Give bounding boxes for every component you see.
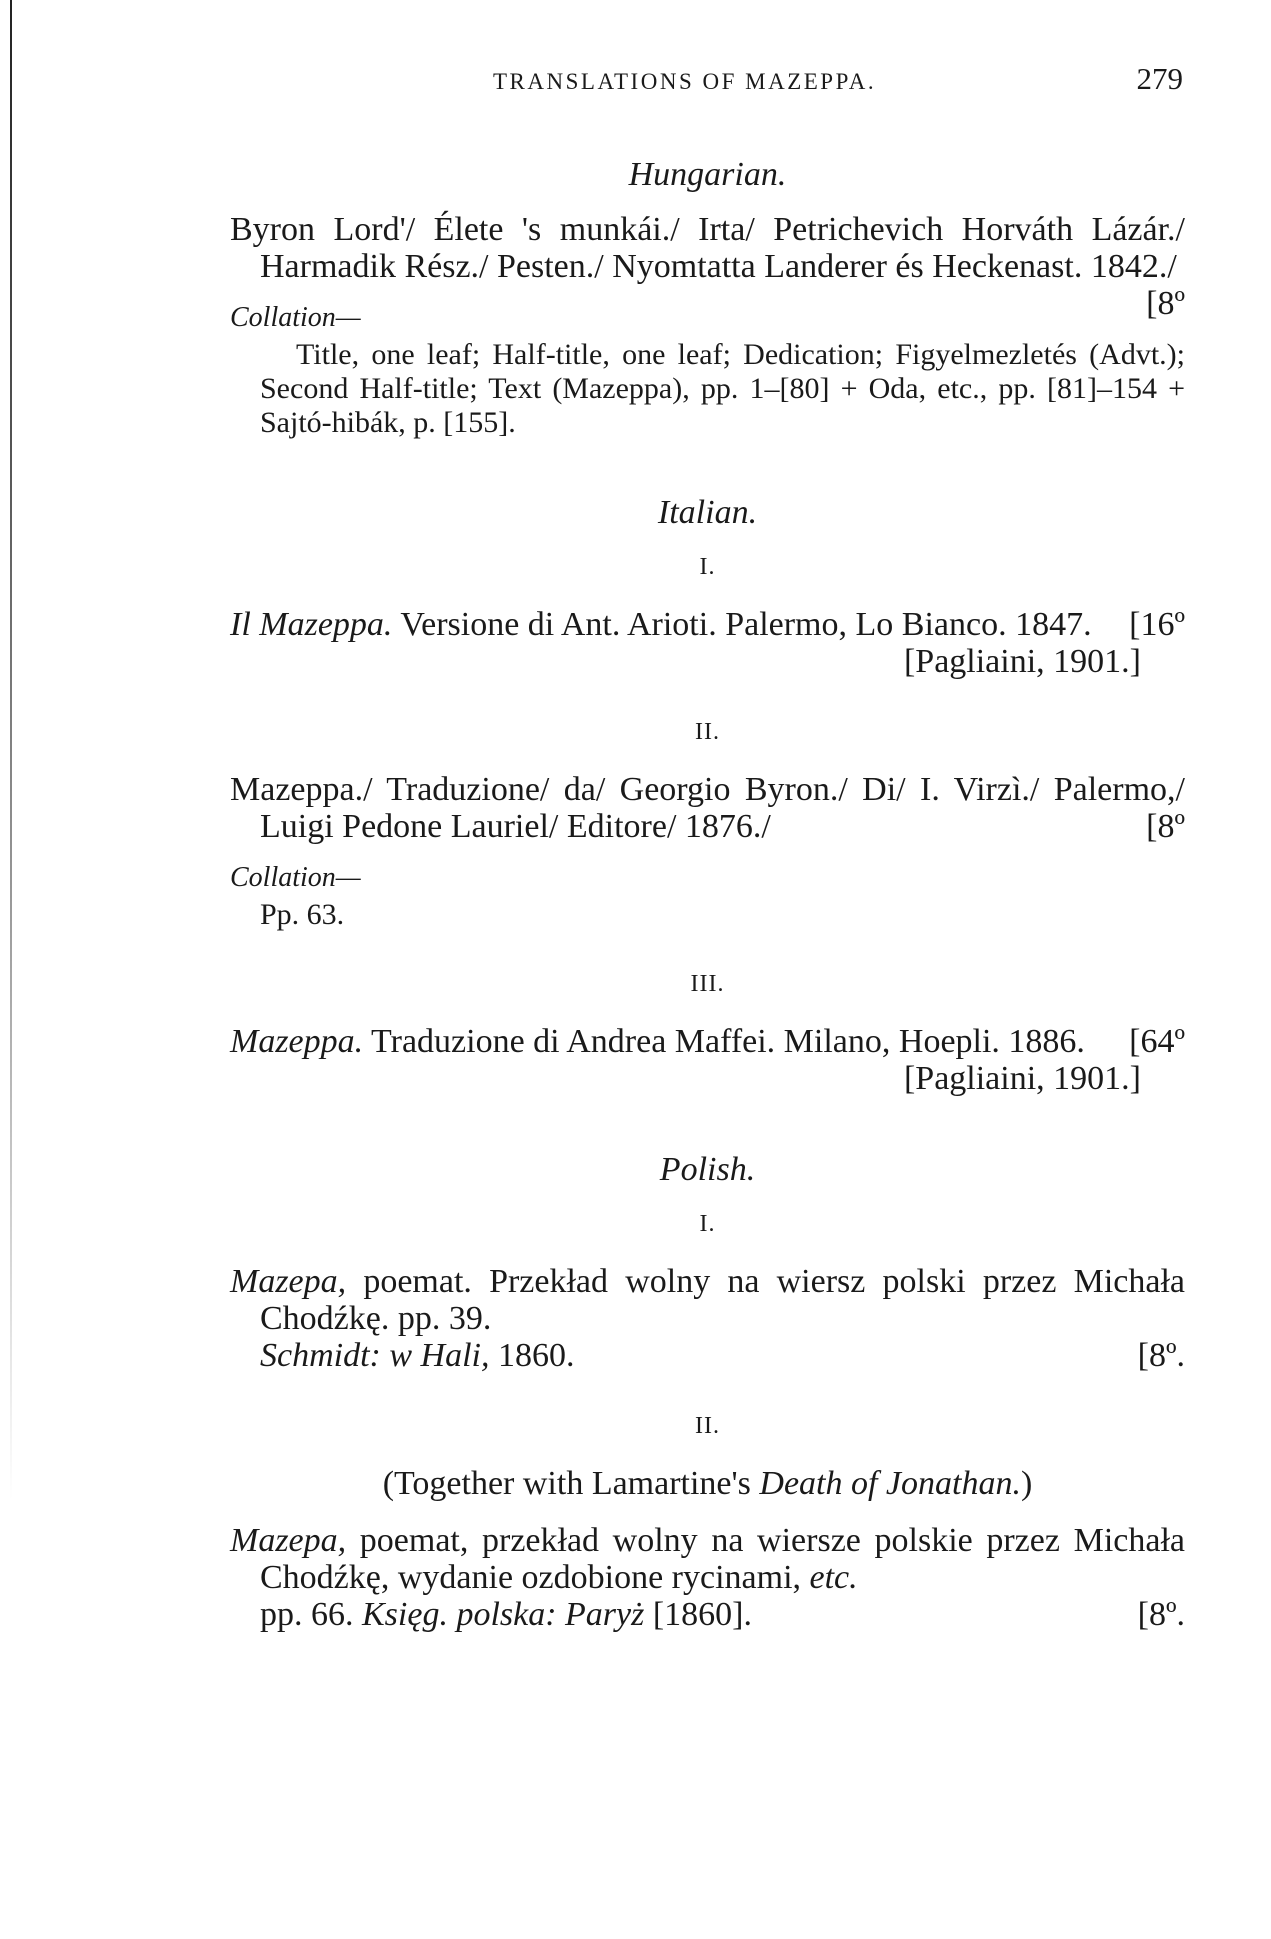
entry-reference: [Pagliaini, 1901.] [903,1060,1141,1097]
entry-title: Mazepa, [230,1522,347,1559]
section-heading-hungarian: Hungarian. [628,156,787,193]
entry-text: Versione di Ant. Arioti. Palermo, Lo Bianco. 1847. [400,606,1092,643]
item-numeral: II. [695,719,720,745]
entry-text: Traduzione di Andrea Maffei. Milano, Hoepli. 1886. [371,1023,1085,1060]
page-number: 279 [1136,61,1183,96]
section-heading-polish: Polish. [659,1151,756,1188]
entry-source-row [230,1337,1185,1374]
entry-italian-1 [230,606,1185,643]
entry-polish-2 [230,1522,1185,1596]
entry-format: [8º. [1137,1337,1185,1374]
entry-title: Il Mazeppa. [230,606,393,643]
collation-text [230,898,1185,932]
running-head [230,60,1185,110]
page [230,60,1185,1633]
note-prefix: (Together with Lamartine's [382,1465,751,1502]
entry-source-year: [1860]. [652,1596,753,1633]
collation-text-body: Title, one leaf; Half-title, one leaf; Dedication; Figyelmezletés (Advt.); Second Half-title; Text (Mazeppa), pp. 1–[80] + Oda, etc., pp. [81]–154 + Sajtó-hibák, p. [155]. [260,338,1185,439]
entry-etc: etc. [809,1559,858,1596]
entry-text: poemat, przekład wolny na wiersze polskie przez Michała Chodźkę, wydanie ozdobione rycinami, [260,1522,1185,1596]
collation-text [230,338,1185,440]
entry-italian-3 [230,1023,1185,1060]
entry-source-row [230,1596,1185,1633]
entry-text: Mazeppa./ Traduzione/ da/ Georgio Byron./ Di/ I. Virzì./ Palermo,/ Luigi Pedone Lauriel/ Editore/ 1876./ [230,771,1185,845]
item-numeral: I. [699,1211,716,1237]
entry-text: poemat. Przekład wolny na wiersz polski przez Michała Chodźkę. pp. 39. [260,1263,1185,1337]
entry-title: Mazepa, [230,1263,347,1300]
note-suffix: ) [1020,1465,1033,1502]
item-numeral: III. [690,971,725,997]
entry-format: [16º [1129,606,1185,643]
entry-italian-2 [230,771,1185,845]
running-head-title: TRANSLATIONS OF MAZEPPA. [493,69,877,94]
entry-format: [8º. [1137,1596,1185,1633]
collation-label: Collation— [230,862,361,893]
collation-text-body: Pp. 63. [260,898,345,931]
item-numeral: II. [695,1413,720,1439]
entry-reference: [Pagliaini, 1901.] [903,643,1141,680]
entry-pages: pp. 66. [260,1596,354,1633]
section-heading-italian: Italian. [657,494,758,531]
entry-format: [8º [1146,285,1185,322]
entry-note [230,1465,1185,1502]
scan-edge-shadow [10,0,12,1500]
entry-format: [8º [1146,808,1185,845]
entry-polish-1 [230,1263,1185,1337]
entry-source: Księg. polska: Paryż [362,1596,645,1633]
entry-title: Mazeppa. [230,1023,364,1060]
entry-format: [64º [1129,1023,1185,1060]
collation-label: Collation— [230,302,361,333]
item-numeral: I. [699,554,716,580]
note-title: Death of Jonathan. [759,1465,1021,1502]
entry-source: Schmidt: w Hali, [260,1337,490,1374]
entry-text: Byron Lord'/ Élete 's munkái./ Irta/ Petrichevich Horváth Lázár./ Harmadik Rész./ Pesten./ Nyomtatta Landerer és Heckenast. 1842./ [230,211,1185,285]
entry-source-year: 1860. [497,1337,575,1374]
